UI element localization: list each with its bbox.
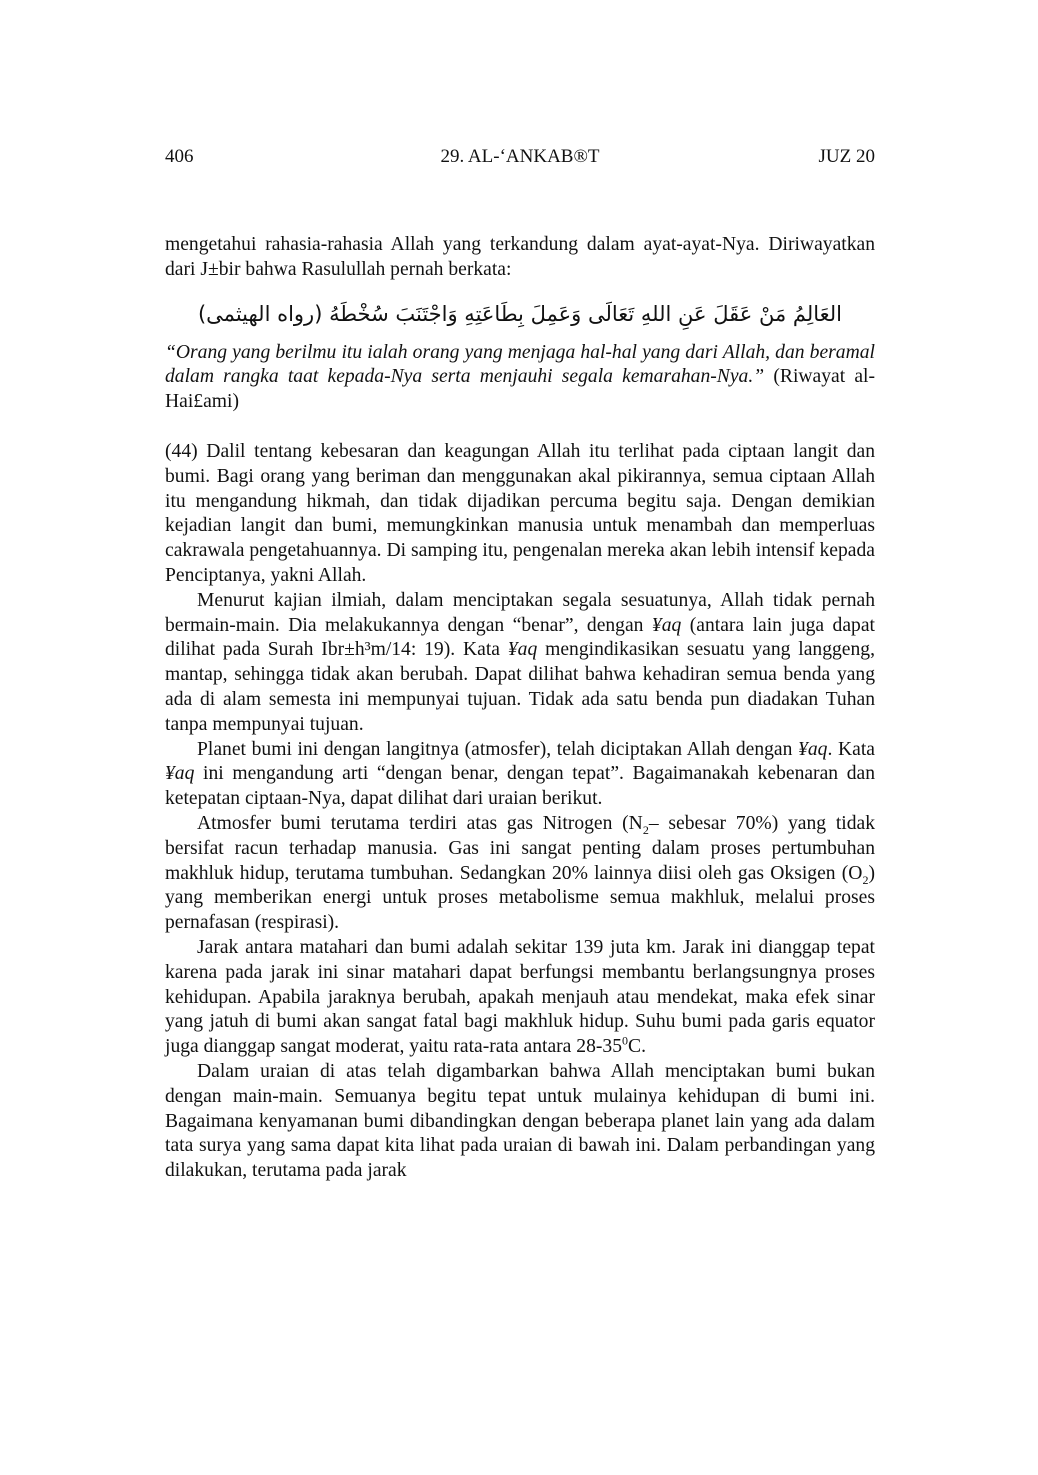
paragraph-verse-44: (44) Dalil tentang kebesaran dan keagungan Allah itu terlihat pada ciptaan langit dan bumi. Bagi orang yang beriman dan menggunakan akal pikirannya, semua ciptaan Allah itu mengandung hikmah, dan tidak dijadikan percuma begitu saja. Dengan demikian kejadian langit dan bumi, memungkinkan manusia untuk menambah dan memperluas cakrawala pengetahuannya. Di samping itu, pengenalan mereka akan lebih intensif kepada Penciptanya, yakni Allah. [165,440,875,586]
hadith-source: (Riwayat al-Hai£ami) [165,366,876,413]
text-run: (antara lain juga dapat dilihat pada Surah Ibr±h³m/14: 19). Kata [165,614,875,661]
paragraph-scientific-study [165,589,875,738]
paragraph-comparison: Dalam uraian di atas telah digambarkan bahwa Allah menciptakan bumi bukan dengan main-main. Semuanya begitu tepat untuk mulainya kehidupan di bumi ini. Bagaimana kenyamanan bumi dibandingkan dengan beberapa planet lain yang ada dalam tata surya yang sama dapat kita lihat pada uraian di bawah ini. Dalam perbandingan yang dilakukan, terutama pada jarak [165,1060,875,1182]
paragraph-sun-distance [165,936,875,1060]
text-run: – sebesar 70%) yang tidak bersifat racun terhadap manusia. Gas ini sangat penting dalam proses pertumbuhan makhluk hidup, terutama tumbuhan. Sedangkan 20% lainnya diisi oleh gas Oksigen (O [165,812,875,884]
term-haq: ¥aq [798,738,828,760]
paragraph-gap [165,415,875,440]
superscript: 0 [622,1033,628,1048]
surah-title: 29. AL-‘ANKAB®T [440,146,600,167]
hadith-arabic: العَالِمُ مَنْ عَقَلَ عَنِ اللهِ تَعَالَى وَعَمِلَ بِطَاعَتِهِ وَاجْتَنَبَ سُخْطَهُ (رواه الهيثمى) [197,301,843,326]
text-run: mengindikasikan sesuatu yang langgeng, mantap, sehingga tidak akan berubah. Dapat dilihat bahwa kehadiran semua benda yang ada di alam semesta ini mempunyai tujuan. Tidak ada satu benda pun diadakan Tuhan tanpa mempunyai tujuan. [165,639,875,735]
term-haq: ¥aq [651,614,682,636]
text-run: Jarak antara matahari dan bumi adalah sekitar 139 juta km. Jarak ini dianggap tepat karena pada jarak ini sinar matahari dapat berfungsi membantu berlangsungnya proses kehidupan. Apabila jaraknya berubah, apakah menjauh atau mendekat, maka efek sinar yang jatuh di bumi akan sangat fatal bagi makhluk hidup. Suhu bumi pada garis equator juga dianggap sangat moderat, yaitu rata-rata antara 28-35 [165,936,875,1058]
term-haq: ¥aq [165,763,195,785]
text-run: Menurut kajian ilmiah, dalam menciptakan segala sesuatunya, Allah tidak pernah bermain-main. Dia melakukannya dengan “benar”, dengan [165,589,875,636]
intro-paragraph: mengetahui rahasia-rahasia Allah yang terkandung dalam ayat-ayat-Nya. Diriwayatkan dari J±bir bahwa Rasulullah pernah berkata: [165,234,875,280]
hadith-translation: “Orang yang berilmu itu ialah orang yang menjaga hal-hal yang dari Allah, dan beramal dalam rangka taat kepada-Nya serta menjauhi segala kemarahan-Nya.” [165,341,875,388]
text-run: C. [628,1036,646,1058]
running-header [165,146,875,170]
paragraph-planet-earth [165,738,875,812]
page-number: 406 [165,146,194,167]
page-body [165,233,875,1184]
subscript: 2 [862,872,869,887]
hadith-translation-paragraph [165,341,875,415]
text-run: . Kata [827,738,875,760]
text-run: ) yang memberikan energi untuk proses metabolisme semua makhluk, melalui proses pernafasan (respirasi). [165,862,875,934]
paragraph-atmosphere [165,812,875,936]
text-run: ini mengandung arti “dengan benar, dengan tepat”. Bagaimanakah kebenaran dan ketepatan ciptaan-Nya, dapat dilihat dari uraian berikut. [165,763,875,810]
juz-label: JUZ 20 [818,146,875,167]
term-haq: ¥aq [507,639,538,661]
subscript: 2 [642,822,649,837]
text-run: Planet bumi ini dengan langitnya (atmosfer), telah diciptakan Allah dengan [197,738,793,760]
text-run: Atmosfer bumi terutama terdiri atas gas Nitrogen (N [197,812,643,834]
